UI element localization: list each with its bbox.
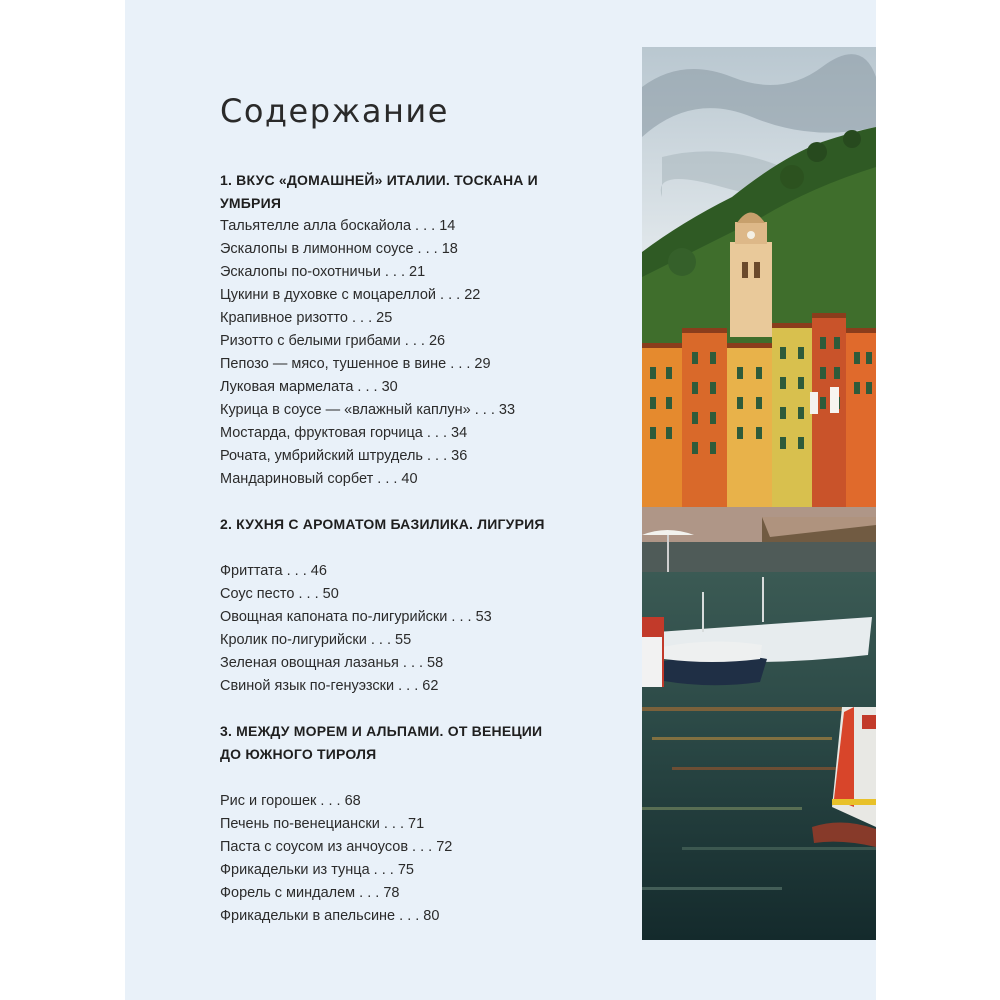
toc-entry: Соус песто . . . 50: [220, 586, 339, 602]
toc-entry: Пепозо — мясо, тушенное в вине . . . 29: [220, 356, 491, 372]
toc-entry: Овощная капоната по-лигурийски . . . 53: [220, 609, 492, 625]
toc-entry: Эскалопы в лимонном соусе . . . 18: [220, 241, 458, 257]
page-title: Содержание: [220, 92, 449, 130]
toc-entry: Форель с миндалем . . . 78: [220, 885, 400, 901]
section-2-list: [220, 560, 600, 698]
toc-entry: Мандариновый сорбет . . . 40: [220, 471, 418, 487]
toc-entry: Курица в соусе — «влажный каплун» . . . 33: [220, 402, 516, 418]
toc-entry: Эскалопы по-охотничьи . . . 21: [220, 264, 426, 280]
section-1-list: [220, 215, 600, 491]
section-heading-1: 1. ВКУС «ДОМАШНЕЙ» ИТАЛИИ. ТОСКАНА И УМБРИЯ: [220, 172, 538, 211]
toc-entry: Рочата, умбрийский штрудель . . . 36: [220, 448, 468, 464]
book-page: [125, 0, 876, 1000]
harbor-photo: [642, 47, 876, 940]
toc-entry: Свиной язык по-генуэзски . . . 62: [220, 678, 439, 694]
toc-entry: Печень по-венециански . . . 71: [220, 816, 425, 832]
toc-entry: Фрикадельки в апельсине . . . 80: [220, 908, 440, 924]
toc-entry: Рис и горошек . . . 68: [220, 793, 361, 809]
section-heading-3-line-1: 3. МЕЖДУ МОРЕМ И АЛЬПАМИ. ОТ ВЕНЕЦИИ: [220, 723, 543, 739]
toc-entry: Луковая мармелата . . . 30: [220, 379, 398, 395]
toc-entry: Тальятелле алла боскайола . . . 14: [220, 218, 456, 234]
toc-entry: Цукини в духовке с моцареллой . . . 22: [220, 287, 481, 303]
toc-entry: Фриттата . . . 46: [220, 563, 327, 579]
toc-entry: Зеленая овощная лазанья . . . 58: [220, 655, 444, 671]
section-heading-3-line-2: ДО ЮЖНОГО ТИРОЛЯ: [220, 746, 377, 762]
section-3-list: [220, 790, 600, 928]
toc-entry: Ризотто с белыми грибами . . . 26: [220, 333, 446, 349]
toc-entry: Мостарда, фруктовая горчица . . . 34: [220, 425, 468, 441]
toc-entry: Крапивное ризотто . . . 25: [220, 310, 393, 326]
section-heading-3: [220, 720, 600, 766]
toc-entry: Кролик по-лигурийски . . . 55: [220, 632, 412, 648]
section-heading-2: 2. КУХНЯ С АРОМАТОМ БАЗИЛИКА. ЛИГУРИЯ: [220, 516, 545, 532]
toc-entry: Фрикадельки из тунца . . . 75: [220, 862, 414, 878]
toc-entry: Паста с соусом из анчоусов . . . 72: [220, 839, 453, 855]
